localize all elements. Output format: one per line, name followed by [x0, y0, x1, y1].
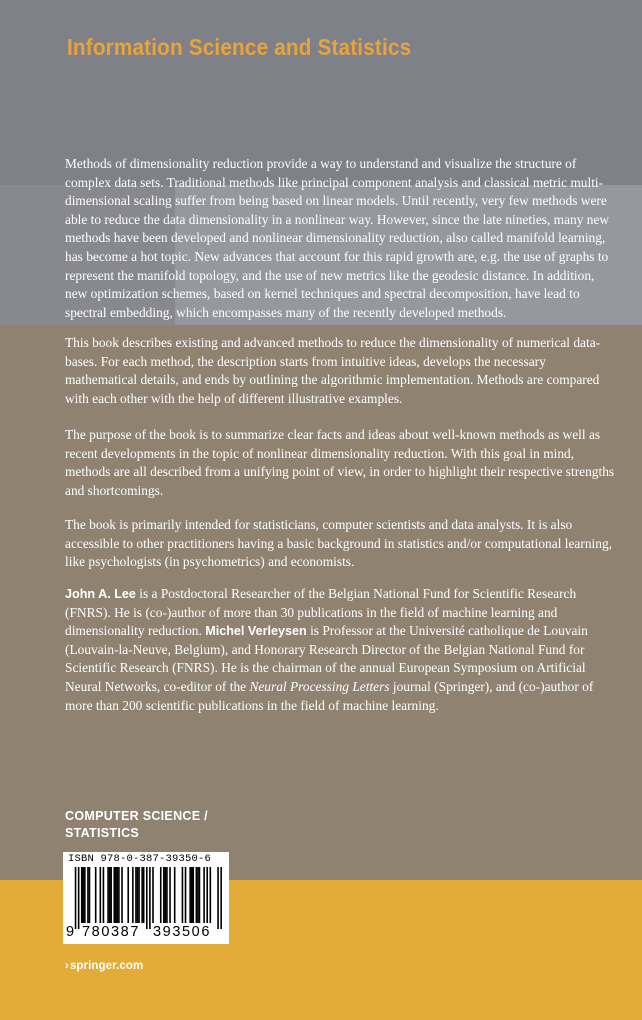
barcode-bar: [117, 867, 119, 923]
author-bio-lee: is a Postdoctoral Researcher of the Belgian National Fund for Scientific Research (FNRS). He is (co-)author of more than 30 publications in the field of machine learning and dimensionality reduction.: [65, 586, 577, 639]
barcode-box: [63, 852, 229, 944]
description-paragraph-3: [65, 426, 617, 500]
barcode-bar: [165, 867, 167, 923]
paragraph-text: Methods of dimensionality reduction provide a way to understand and visualize the structure of complex data sets. Traditional methods like principal component analysis and classical metric multi-dimensional scaling suffer from being based on linear models. Until recently, very few methods were able to reduce the data dimensionality in a nonlinear way. However, since the late nineties, many new methods have been developed and nonlinear dimensionality reduction, also called manifold learning, has become a hot topic. New advances that account for this rapid growth are, e.g. the use of graphs to represent the manifold topology, and the use of new metrics like the geodesic distance. In addition, new optimization schemes, based on kernel techniques and spectral decomposition, have lead to spectral embedding, which encompasses many of the recently developed methods.: [65, 156, 610, 320]
barcode-bar: [196, 867, 198, 923]
barcode-bar: [75, 867, 77, 929]
barcode-bar: [84, 867, 86, 923]
barcode-bar: [199, 867, 201, 923]
description-paragraph-1: [65, 155, 617, 322]
barcode-bar: [152, 867, 154, 923]
barcode-bar: [220, 867, 222, 929]
barcode-bar: [89, 867, 91, 923]
barcode-bar: [132, 867, 134, 923]
category-line-2: STATISTICS: [65, 826, 140, 840]
author-bio-paragraph: [65, 585, 617, 715]
barcode-bar: [100, 867, 102, 923]
barcode-bar: [166, 867, 168, 923]
barcode-bar: [163, 867, 165, 923]
journal-title: Neural Processing Letters: [249, 678, 390, 694]
ean-left-group: 780387: [82, 924, 140, 940]
barcode-bar: [182, 867, 184, 923]
barcode-bar: [127, 867, 129, 923]
isbn-label: ISBN 978-0-387-39350-6: [68, 853, 212, 865]
barcode-bar: [143, 867, 145, 923]
author-name-verleysen: Michel Verleysen: [205, 624, 307, 639]
barcode-bar: [210, 867, 212, 923]
paragraph-text: The book is primarily intended for statisticians, computer scientists and data analysts. It is also accessible to other practitioners having a basic background in statistics and/or computational learning, like psychologists (in psychometrics) and economists.: [65, 517, 612, 570]
paragraph-text: The purpose of the book is to summarize clear facts and ideas about well-known methods as well as recent developments in the topic of nonlinear dimensionality reduction. With this goal in mind, methods are all described from a unifying point of view, in order to highlight their respective strengths and shortcomings.: [65, 427, 615, 498]
subject-category: [65, 808, 208, 842]
barcode-bar: [113, 867, 115, 923]
author-bio-verleysen-b: journal (Springer), and (co-)author of more than 200 scientific publications in the field of machine learning.: [65, 678, 594, 713]
barcode-bars-icon: [67, 867, 225, 929]
barcode-bar: [118, 867, 120, 923]
description-paragraph-2: [65, 334, 617, 408]
publisher-link[interactable]: [65, 960, 143, 972]
barcode-bar: [121, 867, 123, 923]
barcode-bar: [87, 867, 89, 923]
barcode-bar: [107, 867, 109, 923]
barcode-bar: [109, 867, 111, 923]
barcode-bar: [138, 867, 140, 923]
barcode-bar: [137, 867, 139, 923]
barcode-bar: [135, 867, 137, 923]
author-name-lee: John A. Lee: [65, 587, 136, 601]
barcode-bar: [197, 867, 199, 923]
barcode-bar: [149, 867, 151, 929]
barcode-bar: [110, 867, 112, 923]
barcode-bar: [146, 867, 148, 929]
ean-right-group: 393506: [153, 924, 211, 940]
paragraph-text: This book describes existing and advanced methods to reduce the dimensionality of numerical data-bases. For each method, the description starts from intuitive ideas, develops the necessary mathematical details, and ends by outlining the algorithmic implementation. Methods are compared with each other with the help of different illustrative examples.: [65, 335, 601, 406]
barcode-bar: [191, 867, 193, 923]
barcode-bar: [189, 867, 191, 923]
author-bio-verleysen-a: is Professor at the Université catholique de Louvain (Louvain-la-Neuve, Belgium), and Honorary Research Director of the Belgian National Fund for Scientific Research (FNRS). He is the chairman of the annual European Symposium on Artificial Neural Networks, co-editor of the: [65, 623, 588, 694]
author-bios: [65, 585, 617, 715]
barcode-bar: [169, 867, 171, 923]
publisher-name: springer.com: [69, 960, 144, 972]
barcode-bar: [217, 867, 219, 929]
barcode-bar: [95, 867, 97, 923]
barcode-bar: [103, 867, 105, 923]
barcode-bar: [78, 867, 80, 929]
barcode-bar: [192, 867, 194, 923]
barcode-bar: [160, 867, 162, 923]
barcode-bar: [82, 867, 84, 923]
ean-first-digit: 9: [66, 924, 75, 940]
barcode-bar: [185, 867, 187, 923]
barcode-bar: [206, 867, 208, 923]
barcode-bar: [141, 867, 143, 923]
barcode-bar: [203, 867, 205, 923]
series-title: Information Science and Statistics: [67, 34, 412, 60]
barcode-bar: [115, 867, 117, 923]
chevron-right-icon: ›: [65, 960, 69, 972]
barcode-bar: [174, 867, 176, 923]
barcode-bar: [81, 867, 83, 923]
category-line-1: COMPUTER SCIENCE /: [65, 809, 208, 823]
description-paragraph-4: [65, 516, 617, 572]
